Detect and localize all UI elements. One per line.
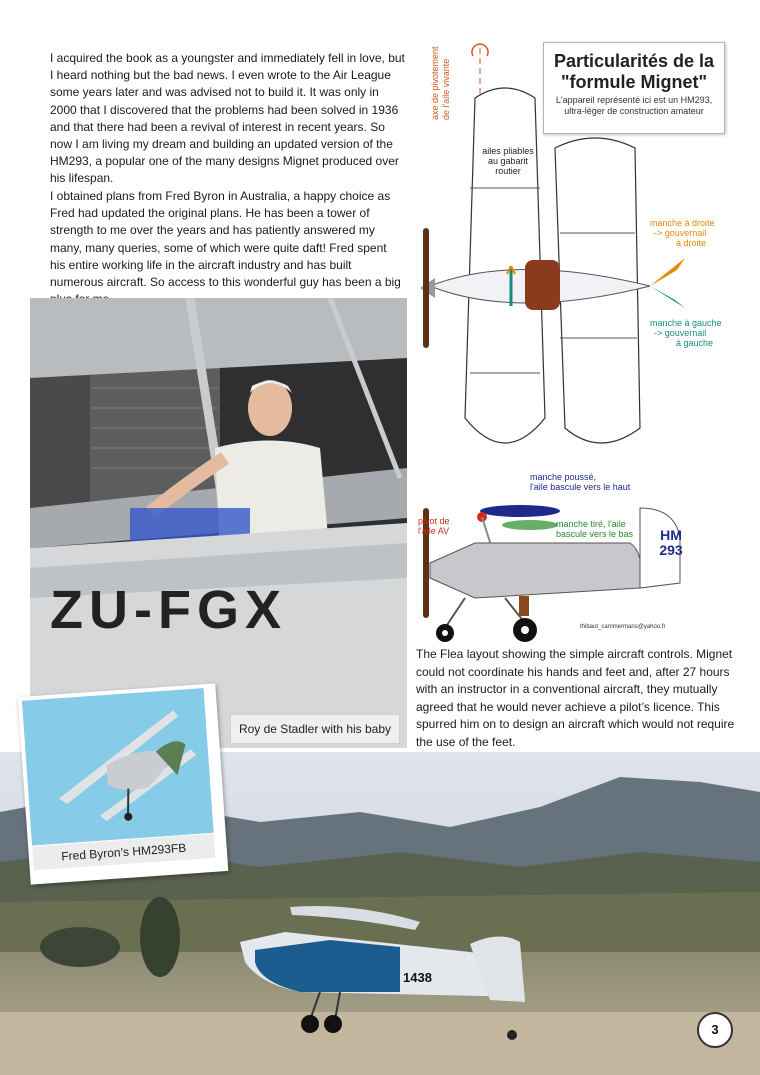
roy-photo [30,298,407,748]
stick-right-line: manche à droite [650,218,715,228]
diagram-title-line-1: Particularités de la [553,51,715,71]
stick-left-label [650,318,750,348]
folding-wings-line: routier [495,166,521,176]
fred-caption: Fred Byron’s HM293FB [32,834,215,871]
folding-wings-label [473,146,543,176]
stick-pulled-line: manche tiré, l'aile [556,519,626,529]
axis-label-line-1: axe de pivotement [430,46,440,120]
stick-right-line: à droite [676,238,707,248]
article-paragraph-1: I acquired the book as a youngster and immediately fell in love, but I heard nothing but the bad news. I even wrote to the Air League some years later and was advised not to build it. It was only in 2000 that I discovered that the problems had been solved in 1936 and that there had been a revival of interest in recent years. So now I am living my dream and building an updated version of the HM293, a popular one of the many designs Mignet produced over his lifespan. [50,51,405,186]
folding-wings-line: ailes pliables [482,146,534,156]
stick-right-label [650,218,750,248]
model-line: 293 [659,542,683,558]
folding-wings-line: au gabarit [487,156,529,166]
stick-left-line: manche à gauche [650,318,722,328]
model-line: HM [660,527,682,543]
roy-caption: Roy de Stadler with his baby [230,714,400,744]
model-label [653,528,689,558]
diagram-credit-email: thibaut_cammermans@yahoo.fr [580,624,666,630]
stick-pushed-label [530,472,660,492]
fred-photo [18,683,229,884]
stick-pushed-line: manche poussé, [530,472,597,482]
diagram-subtitle-line-1: L'appareil représenté ici est un HM293, [555,95,713,105]
diagram-axis-label [430,40,458,140]
stick-pulled-line: bascule vers le bas [556,529,634,539]
diagram-title-line-2: "formule Mignet" [560,72,708,92]
stick-left-line: -> gouvernail [654,328,707,338]
flea-caption: The Flea layout showing the simple aircraft controls. Mignet could not coordinate his hands and feet and, after 27 hours with an instructor in a conventional aircraft, they mutually agreed that he would never achieve a pilot’s licence. This spurred him on to design an aircraft which would not require the use of the feet. [416,647,735,749]
stick-right-line: -> gouvernail [654,228,707,238]
diagram-title-box [543,42,725,134]
pivot-line: l'aile AV [418,526,450,536]
pivot-line: pivot de [418,516,450,526]
stick-pulled-label [556,519,656,539]
roy-registration: ZU-FGX [50,580,287,640]
axis-label-line-2: de l'aile vivante [441,58,451,120]
pivot-label [418,516,478,536]
stick-pushed-line: l'aile bascule vers le haut [530,482,631,492]
aircraft-number: 1438 [403,970,432,985]
article-paragraph-2: I obtained plans from Fred Byron in Australia, a happy choice as Fred had updated the original plans. He has been a tower of strength to me over the years and has patiently answered my many, many queries, some of which were quite daft! Fred spent his entire working life in the aircraft industry and has built numerous aircraft. So access to this wonderful guy has been a big [50,189,401,290]
diagram-subtitle-line-2: ultra-léger de construction amateur [564,106,704,116]
page-number: 3 [697,1012,733,1048]
stick-left-line: à gauche [676,338,714,348]
fred-photo-image [22,688,214,845]
